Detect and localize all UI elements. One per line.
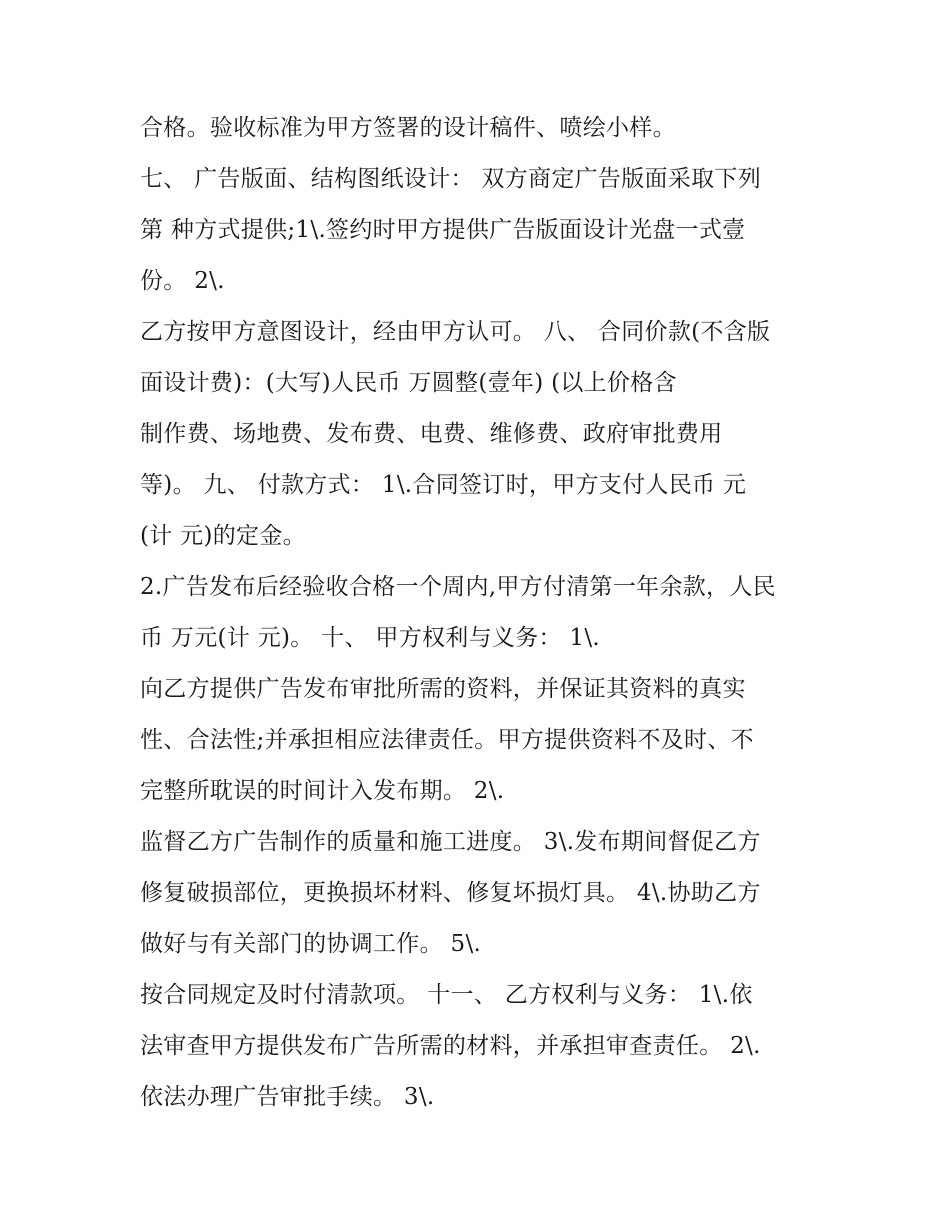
text-line: 监督乙方广告制作的质量和施工进度。 3\.发布期间督促乙方 <box>140 829 761 855</box>
text-line: 向乙方提供广告发布审批所需的资料，并保证其资料的真实 <box>140 676 746 702</box>
text-line: 法审查甲方提供发布广告所需的材料，并承担审查责任。 2\. <box>140 1033 761 1059</box>
text-line: 合格。验收标准为甲方签署的设计稿件、喷绘小样。 <box>140 115 676 141</box>
text-line: 份。 2\. <box>140 268 225 294</box>
text-line: 面设计费)：(大写)人民币 万圆整(壹年) (以上价格含 <box>140 370 677 396</box>
text-line: 七、 广告版面、结构图纸设计： 双方商定广告版面采取下列 <box>140 166 762 192</box>
text-line: 性、合法性;并承担相应法律责任。甲方提供资料不及时、不 <box>140 727 754 753</box>
text-line: 修复破损部位，更换损坏材料、修复坏损灯具。 4\.协助乙方 <box>140 880 761 906</box>
text-line: 币 万元(计 元)。 十、 甲方权利与义务： 1\. <box>140 625 600 651</box>
text-line: (计 元)的定金。 <box>140 523 306 549</box>
text-line: 乙方按甲方意图设计，经由甲方认可。 八、 合同价款(不含版 <box>140 319 771 345</box>
text-line: 等)。 九、 付款方式： 1\.合同签订时，甲方支付人民币 元 <box>140 472 747 498</box>
text-line: 2.广告发布后经验收合格一个周内,甲方付清第一年余款，人民 <box>140 574 776 600</box>
text-line: 第 种方式提供;1\.签约时甲方提供广告版面设计光盘一式壹 <box>140 217 746 243</box>
text-line: 完整所耽误的时间计入发布期。 2\. <box>140 778 505 804</box>
text-line: 按合同规定及时付清款项。 十一、 乙方权利与义务： 1\.依 <box>140 982 753 1008</box>
document-body <box>140 103 830 1123</box>
text-line: 制作费、场地费、发布费、电费、维修费、政府审批费用 <box>140 421 723 447</box>
text-line: 做好与有关部门的协调工作。 5\. <box>140 931 482 957</box>
text-line: 依法办理广告审批手续。 3\. <box>140 1084 435 1110</box>
